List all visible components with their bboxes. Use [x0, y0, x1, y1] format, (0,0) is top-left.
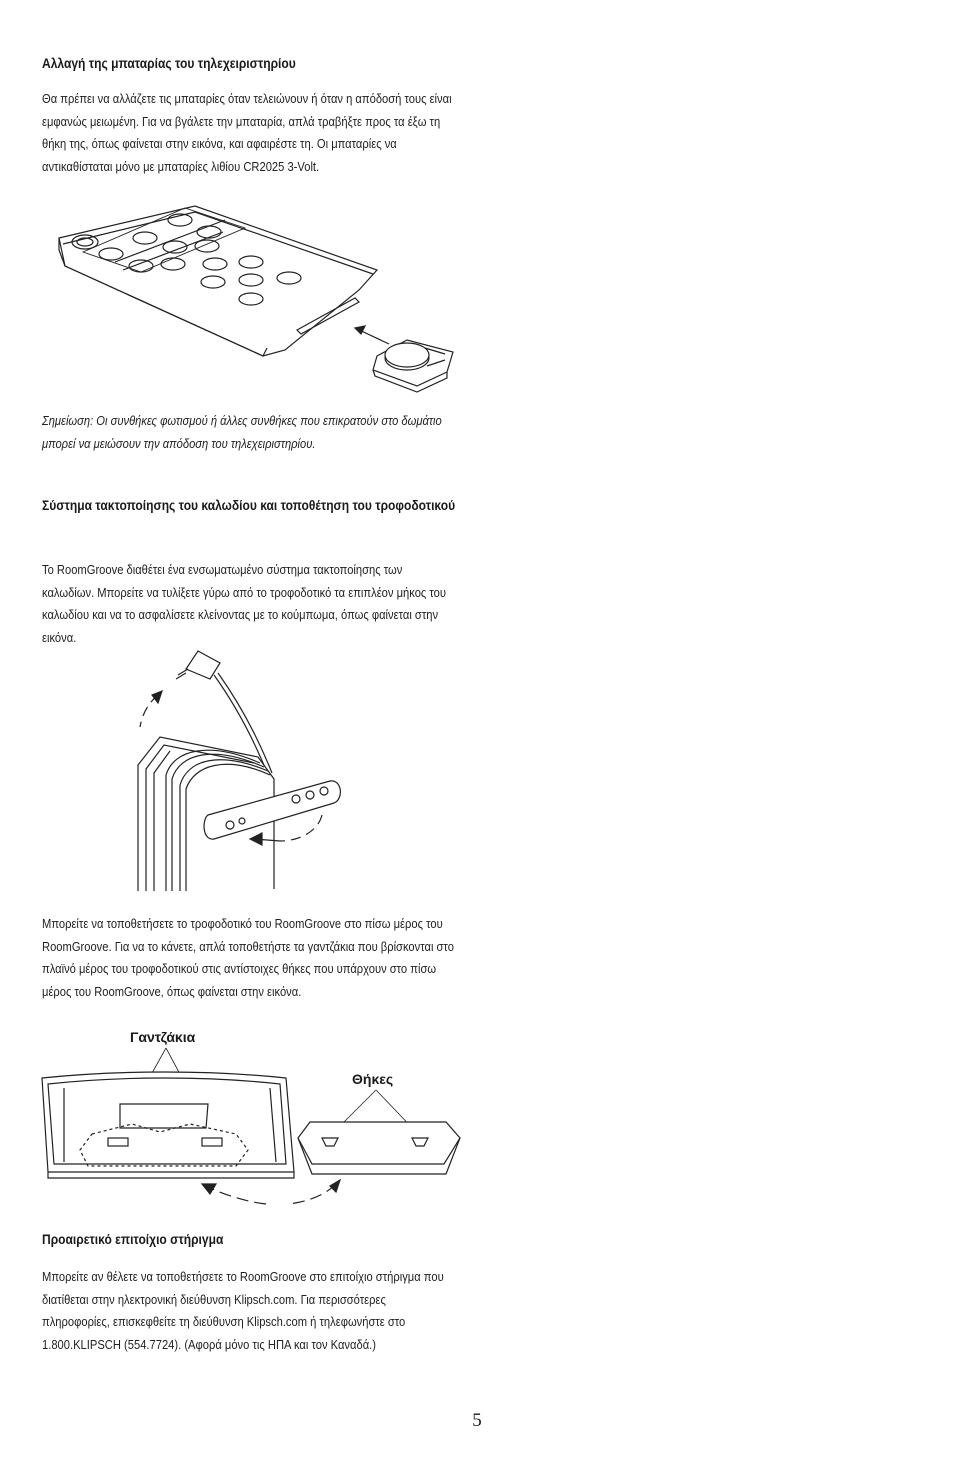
battery-note: Σημείωση: Οι συνθήκες φωτισμού ή άλλες συνθήκες που επικρατούν στο δωμάτιο μπορεί να μειώσουν την απόδοση του τηλεχειριστηρίου. — [42, 413, 442, 451]
cable-heading: Σύστημα τακτοποίησης του καλωδίου και τοποθέτηση του τροφοδοτικού — [42, 497, 456, 513]
adapter-mount-figure — [40, 1024, 470, 1214]
cable-paragraph-2: Μπορείτε να τοποθετήσετε το τροφοδοτικό του RoomGroove στο πίσω μέρος του RoomGroove. Για να το κάνετε, απλά τοποθετήστε τα γαντζάκια που βρίσκονται στο πλαϊνό μέρος του τροφοδοτικού στις αντίστοιχες θήκες που υπάρχουν στο πίσω μέρος του RoomGroove, όπως φαίνεται στην εικόνα. — [42, 916, 454, 999]
wall-mount-heading: Προαιρετικό επιτοίχιο στήριγμα — [42, 1231, 224, 1247]
wall-mount-paragraph: Μπορείτε αν θέλετε να τοποθετήσετε το RoomGroove στο επιτοίχιο στήριγμα που διατίθεται στην ηλεκτρονική διεύθυνση Klipsch.com. Για περισσότερες πληροφορίες, επισκεφθείτε τη διεύθυνση Klipsch.com ή τηλεφωνήστε στο 1.800.KLIPSCH (554.7724). (Αφορά μόνο τις ΗΠΑ και τον Καναδά.) — [42, 1269, 444, 1352]
battery-paragraph: Θα πρέπει να αλλάζετε τις μπαταρίες όταν τελειώνουν ή όταν η απόδοσή τους είναι εμφανώς μειωμένη. Για να βγάλετε την μπαταρία, απλά τραβήξτε προς τα έξω τη θήκη της, όπως φαίνεται στην εικόνα, και αφαιρέστε τη. Οι μπαταρίες να αντικαθίσταται μόνο με μπαταρίες λιθίου CR2025 3-Volt. — [42, 91, 452, 174]
slots-label: Θήκες — [352, 1071, 394, 1087]
hooks-label: Γαντζάκια — [130, 1029, 196, 1045]
page-number: 5 — [472, 1410, 482, 1431]
battery-heading: Αλλαγή της μπαταρίας του τηλεχειριστηρίου — [42, 55, 296, 71]
cable-paragraph-1: Το RoomGroove διαθέτει ένα ενσωματωμένο σύστημα τακτοποίησης των καλωδίων. Μπορείτε να τυλίξετε γύρω από το τροφοδοτικό τα επιπλέον μήκος του καλωδίου και να το ασφαλίσετε κλείνοντας με το κούμπωμα, όπως φαίνεται στην εικόνα. — [42, 562, 447, 645]
cable-wrap-figure — [130, 645, 360, 895]
remote-battery-figure — [45, 198, 465, 398]
